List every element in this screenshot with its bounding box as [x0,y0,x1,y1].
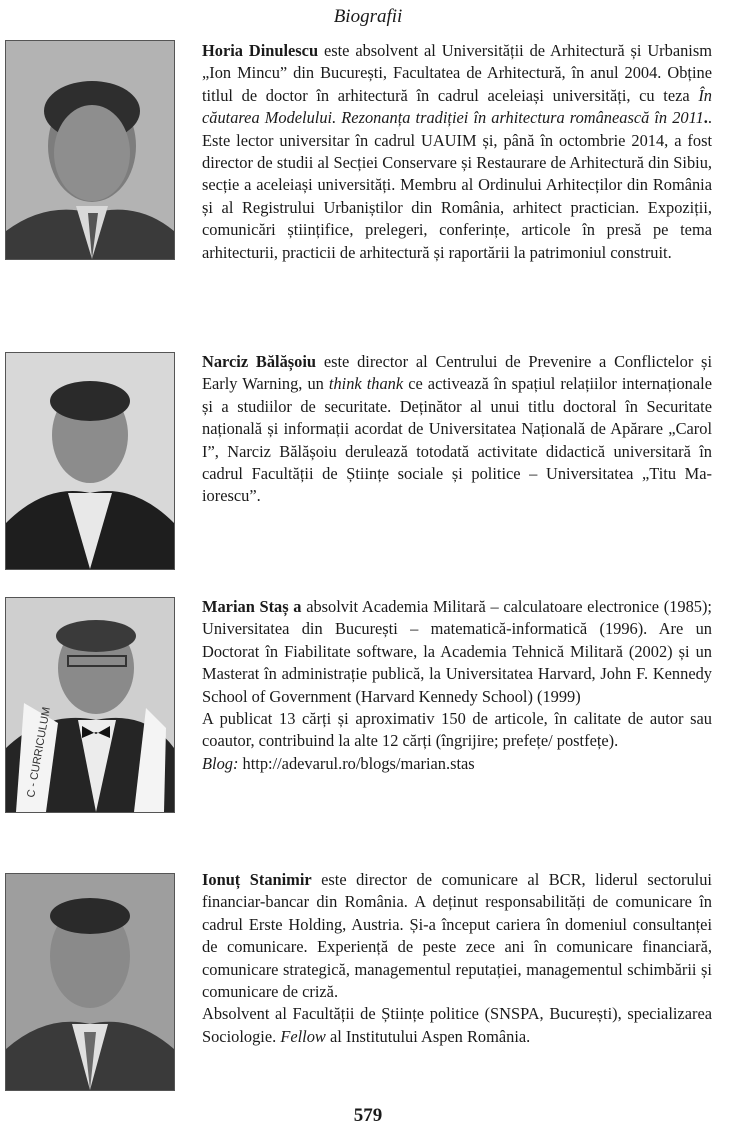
think-tank-term: think thank [328,374,404,394]
running-header: Biografii [333,6,403,27]
bio-name: Ionuț Stanimir [202,870,312,889]
bio-paragraph-2: Absolvent al Facultății de Științe politice (SNSPA, București), specializarea Sociologie. [202,1004,712,1046]
bio-body: este absolvent al Universității de Arhitectură și Urbanism „Ion Mincu” din București, Facultatea de Arhitectură, în anul 2004. Obține titlul de doctor în arhitectură în cadrul aceleiași universități, cu teza [202,41,712,105]
bio-body: este director al Centrului de Prevenire a Conflictelor și Early Warning, un [202,352,712,394]
bio-text-3 [202,596,712,775]
bio-name: Marian Staș a [202,597,302,616]
bio-text-2 [202,351,712,508]
bio-name: Narciz Bălășoiu [202,352,317,371]
portrait-photo-3 [5,597,175,813]
sash-text: C - CURRICULUM [25,706,53,799]
page-number: 579 [353,1105,383,1126]
bio-body: absolvit Academia Militară – calculatoare electronice (1985); Universitatea din București – matematică-informatică (1996). Are un Doctorat în Fiabilitate software, la Academia Tehnică Militară (2002) și un Masterat în administrație publică, la Universitatea Harvard, John F. Kennedy School of Government (Harvard Kennedy School) (1999) [202,597,712,706]
bio-paragraph-2-cont: al Institutului Aspen România. [325,1026,531,1046]
bio-text-1: Horia Dinulescu este absolvent al Universității de Arhitectură și Urbanism „Ion Mincu” din București, Facultatea de Arhitectură, în anul 2004. Obține titlul de doctor în arhitectură în cadrul aceleiași universități, cu teza În căutarea Modelului. Rezonanța tradiției în arhitectura românească în 2011.. Este lector universitar în cadrul UAUIM și, până în octombrie 2014, a fost director de studii al Secției Conservare și Restaurare de Arhitectură din Sibiu, secție a aceleiași universități. Membru al Ordinului Arhitecților din România și al Registrului Urbaniștilor din România, arhitect practician. Expoziții, comunicări științifice, prelegeri, conferințe, articole în presă pe tema arhitecturii, practicii de arhitectură și raportării la patrimoniul construit. [202,41,712,262]
blog-url: http://adevarul.ro/blogs/marian.stas [238,753,475,773]
portrait-photo-2 [5,352,175,570]
bio-body-cont: . Este lector universitar în cadrul UAUIM și, până în octombrie 2014, a fost director de studii al Secției Conservare și Restaurare de Arhitectură din Sibiu, secție a aceleiași universități. Membru al Ordinului Arhitecților din România și al Registrului Urbaniștilor din România, arhitect practician. Expoziții, comunicări științifice, prelegeri, conferințe, articole în presă pe tema arhitecturii, practicii de arhitectură și raportării la patrimoniul construit. [202,108,712,262]
fellow-term: Fellow [280,1026,326,1046]
blog-label: Blog: [202,753,239,773]
thesis-title: În căutarea Modelului. Rezonanța tradiției în arhitectura românească în 2011 [202,85,712,128]
bio-text-4 [202,869,712,1048]
portrait-photo-4 [5,873,175,1091]
portrait-photo-1 [5,40,175,260]
bio-body: este director de comunicare al BCR, liderul sectorului financiar-bancar din România. A deținut responsabilități de comunicare în cadrul Erste Holding, Austria. Și-a început cariera în domeniul consultanței de comunicare. Experiență de peste zece ani în comunicare financiară, comunicare strategică, managementul reputației, managementul schimbării și comunicare de criză. [202,870,712,1002]
bio-paragraph-2: A publicat 13 cărți și aproximativ 150 de articole, în calitate de autor sau coautor, contribuind la alte 12 cărți (îngrijire; prefețe/ postfețe). [202,709,712,751]
bio-name: Horia Dinulescu [202,41,319,60]
bio-body-cont: ce activează în spațiul relațiilor internaționale și a studiilor de securitate. Deținător al unui titlu doctoral în Securitate națională și informații acordat de Universitatea Națională de Apărare „Carol I”, Narciz Bălășoiu derulează totodată activitate didactică universitară în cadrul Facultății de Științe sociale și politice – Universitatea „Titu Maiorescu”. [202,374,712,506]
